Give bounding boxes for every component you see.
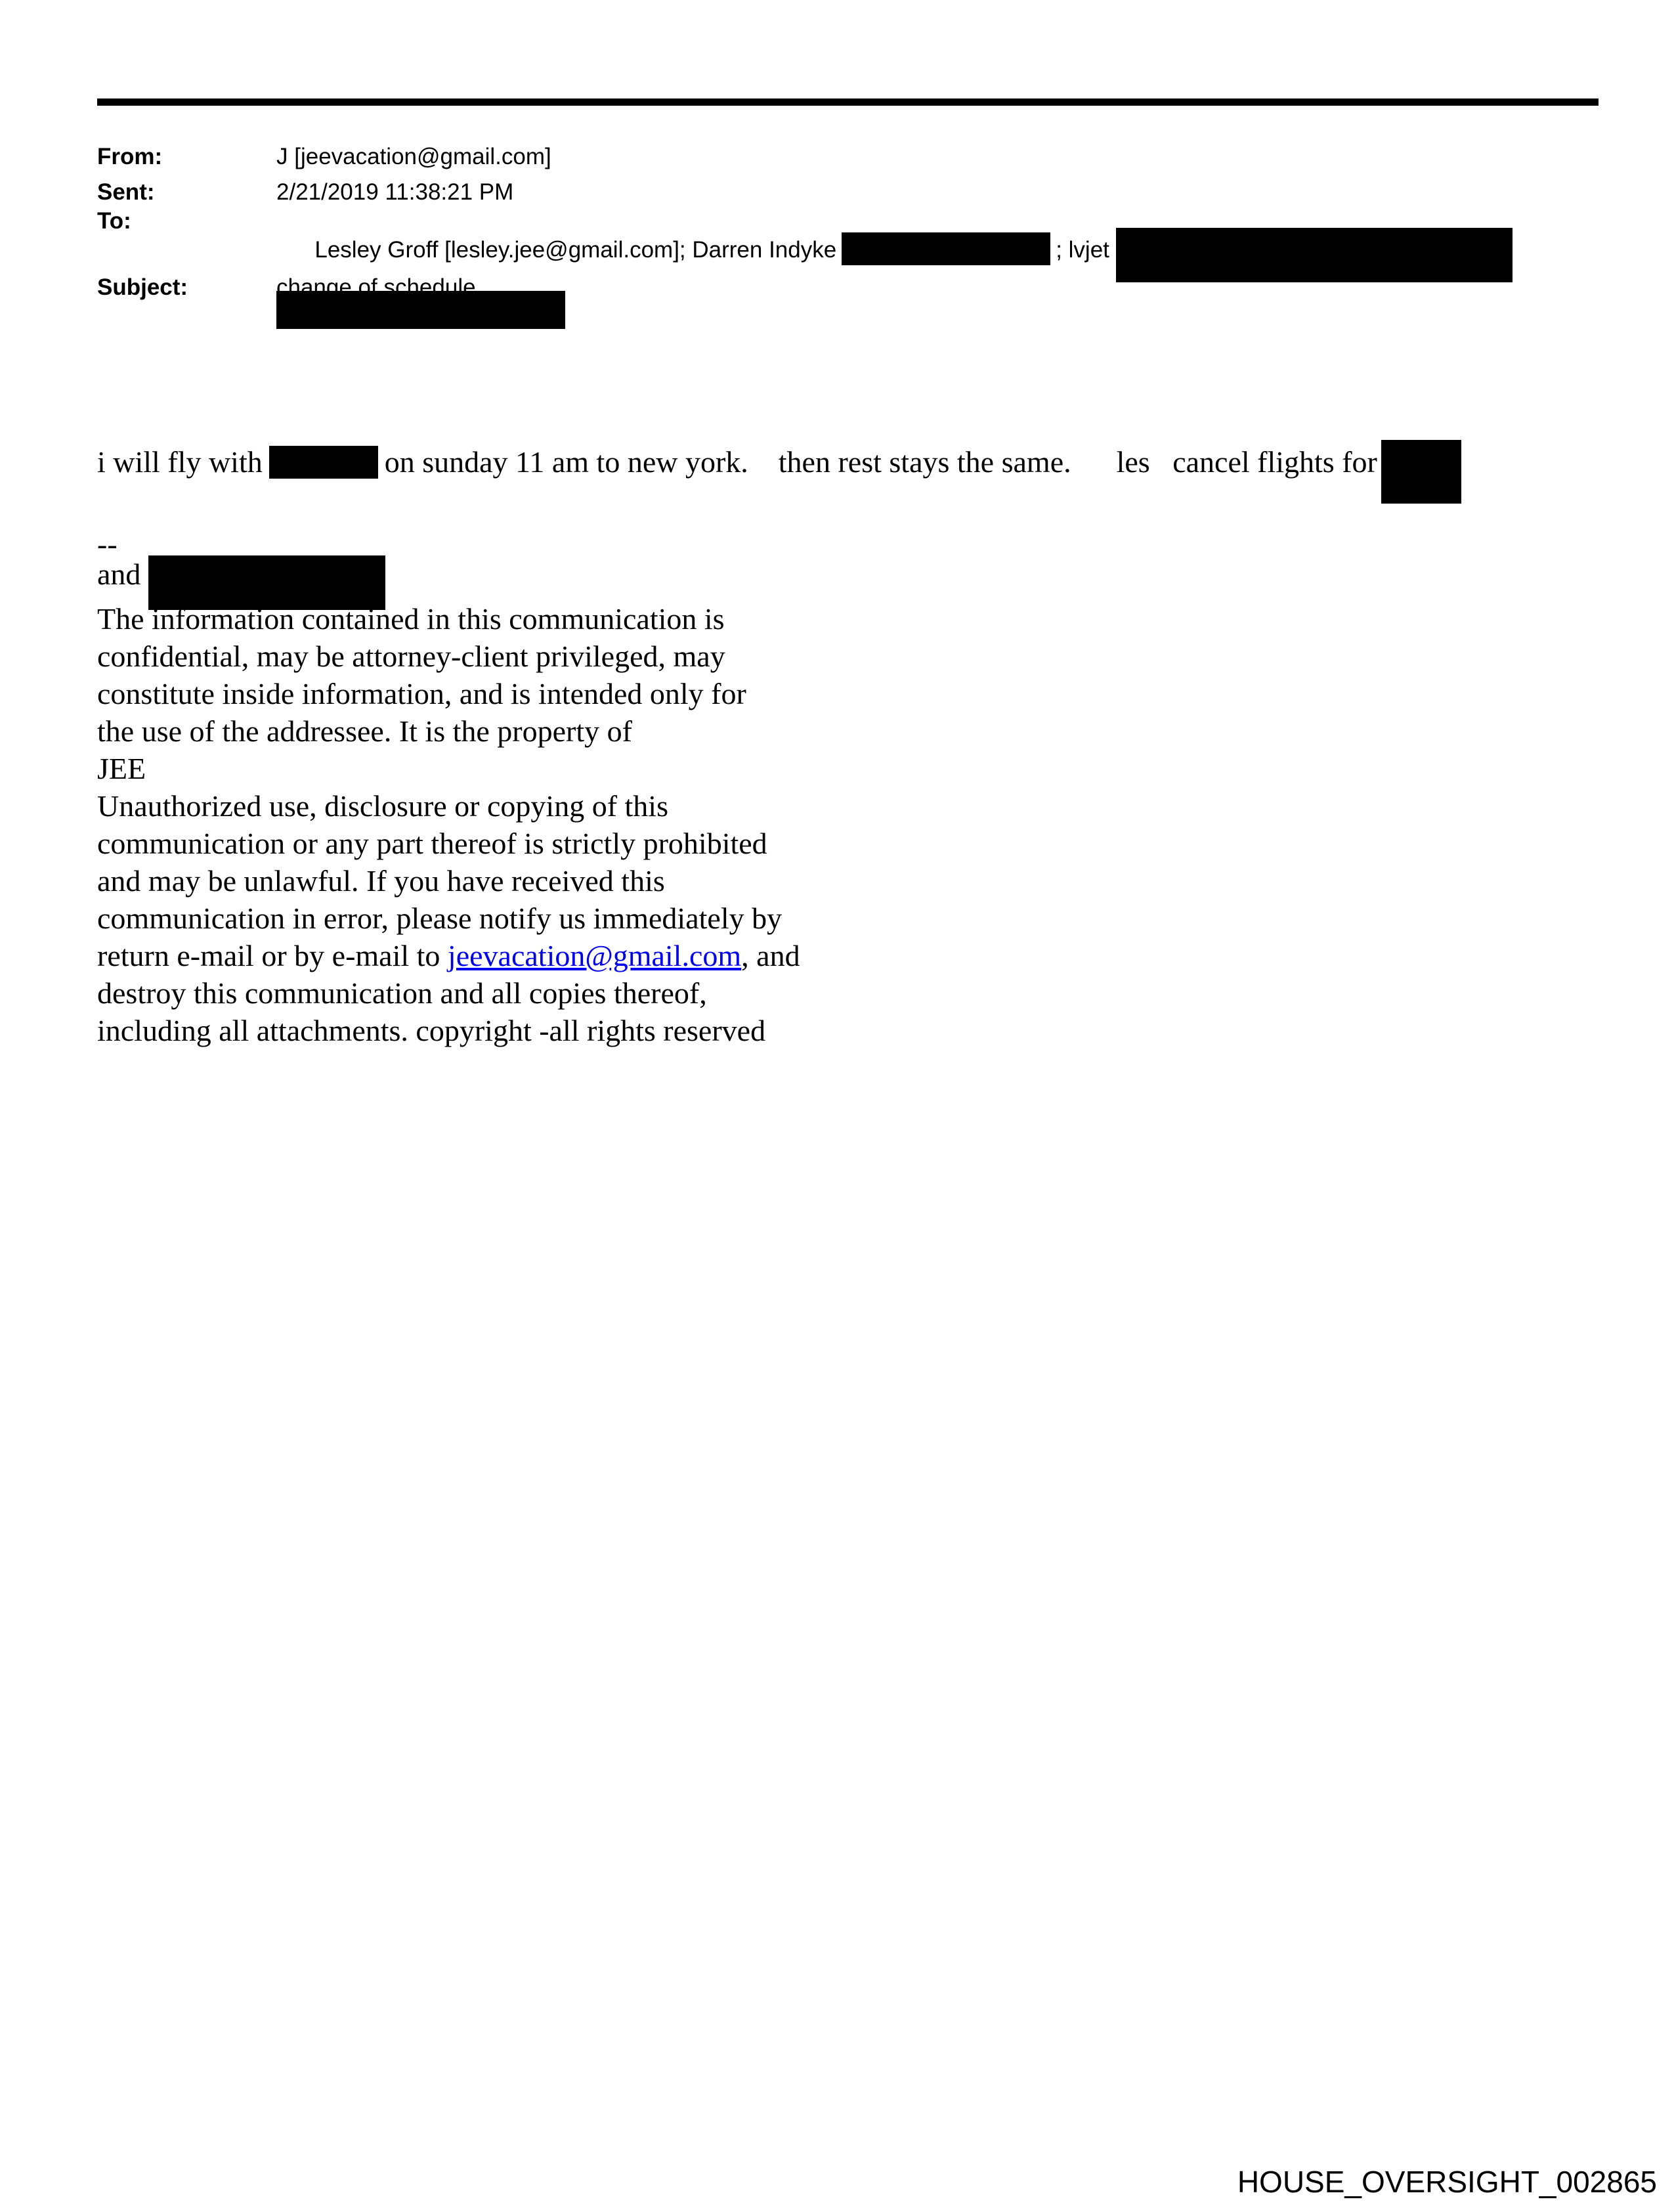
disclaimer-line: and may be unlawful. If you have received this: [97, 864, 665, 898]
disclaimer-line: destroy this communication and all copies thereof,: [97, 976, 707, 1010]
signature-disclaimer: [97, 525, 1016, 1049]
disclaimer-line: constitute inside information, and is intended only for: [97, 677, 746, 710]
disclaimer-text: return e-mail or by e-mail to: [97, 939, 448, 972]
disclaimer-line: Unauthorized use, disclosure or copying of this: [97, 789, 668, 823]
disclaimer-line: the use of the addressee. It is the property of: [97, 714, 632, 748]
body-text: and: [97, 557, 141, 591]
redaction-bar: [1116, 236, 1513, 263]
redaction-bar: [842, 236, 1050, 263]
header-divider-rule: [97, 98, 1599, 106]
redaction-bar: [1381, 440, 1461, 504]
disclaimer-line: please note: [165, 565, 300, 598]
subject-label: Subject:: [97, 274, 188, 300]
from-label: From:: [97, 144, 163, 169]
email-link[interactable]: jeevacation@gmail.com: [447, 939, 742, 972]
bates-number: HOUSE_OVERSIGHT_002865: [1237, 2165, 1657, 2199]
disclaimer-line: including all attachments. copyright -all rights reserved: [97, 1014, 766, 1047]
signature-delimiter: --: [97, 527, 118, 561]
redaction-bar: [1381, 451, 1461, 477]
body-text: i will fly with: [97, 445, 263, 479]
header-row-subject: [97, 273, 1646, 302]
body-line-1: [97, 443, 1633, 481]
disclaimer-line: communication or any part thereof is strictly prohibited: [97, 827, 767, 860]
to-recipients-text-2: ; lvjet: [1056, 237, 1109, 263]
sent-value: 2/21/2019 11:38:21 PM: [276, 179, 514, 205]
to-label: To:: [97, 208, 131, 234]
disclaimer-line: The information contained in this communication is: [97, 602, 725, 636]
disclaimer-line: confidential, may be attorney-client privileged, may: [97, 640, 725, 673]
sent-label: Sent:: [97, 179, 155, 205]
redaction-bar: [842, 232, 1050, 265]
disclaimer-text: , and: [741, 939, 800, 972]
to-recipients-text: Lesley Groff [lesley.jee@gmail.com]; Darren Indyke: [314, 237, 837, 263]
disclaimer-link-line: [97, 937, 1016, 974]
header-row-sent: [97, 178, 1646, 207]
body-text: on sunday 11 am to new york. then rest stays the same. les cancel flights for: [384, 445, 1377, 479]
disclaimer-line: communication in error, please notify us immediately by: [97, 901, 783, 935]
disclaimer-line: JEE: [97, 752, 146, 785]
redaction-bar: [269, 446, 378, 479]
from-value: J [jeevacation@gmail.com]: [276, 144, 551, 169]
header-row-from: [97, 142, 1646, 171]
subject-value: change of schedule: [276, 274, 476, 300]
